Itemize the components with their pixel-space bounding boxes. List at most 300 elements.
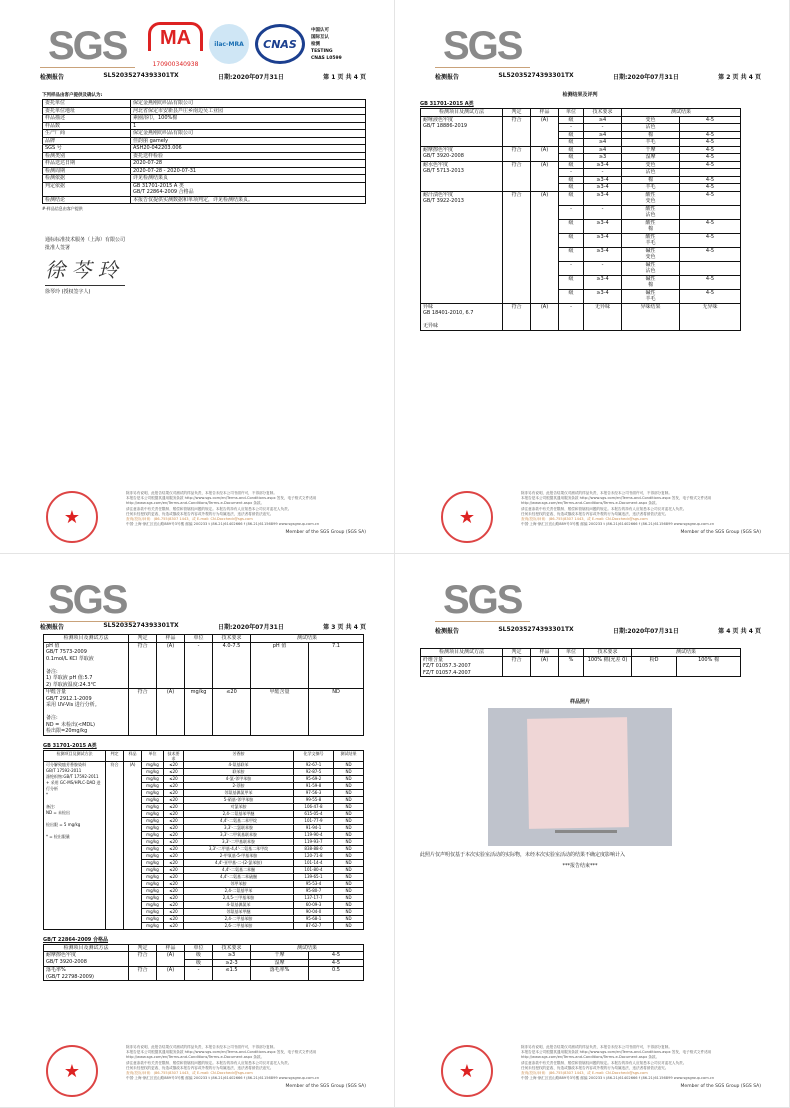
ma-logo bbox=[148, 22, 203, 66]
requirement: ≥3-4 bbox=[584, 191, 622, 205]
table-row bbox=[421, 303, 741, 330]
column-header: 单位 bbox=[185, 635, 213, 643]
table-header-row bbox=[44, 750, 364, 761]
requirement: ≤20 bbox=[164, 810, 184, 817]
cas-number: 90-04-0 bbox=[294, 908, 334, 915]
table-row bbox=[43, 160, 366, 168]
requirement: ≤20 bbox=[164, 768, 184, 775]
footer-address: 中国·上海·徐汇区宜山路889号3号楼 邮编 200233 t (86-21)61402666 f (86-21)61156899 www.sgsgroup.com.cn bbox=[521, 1076, 715, 1081]
column-header: 样品 bbox=[157, 944, 185, 952]
footer-line: 任何未经授权的更改、伪造或篡改本报告内容或外观的行为均属违法，违法者将被依法追究。 bbox=[126, 511, 274, 516]
report-page-2 bbox=[395, 0, 790, 554]
amine-name: 联苯胺 bbox=[184, 768, 294, 775]
sample: (A) bbox=[157, 967, 185, 981]
unit: 级 bbox=[185, 952, 213, 960]
footer-address: 中国·上海·徐汇区宜山路889号3号楼 邮编 200233 t (86-21)61402666 f (86-21)61156899 www.sgsgroup.com.cn bbox=[521, 522, 715, 527]
table-row bbox=[421, 191, 741, 205]
table-header-row bbox=[421, 649, 741, 657]
page4-content bbox=[420, 648, 740, 870]
sgs-logo-text: SGS bbox=[48, 24, 127, 68]
unit: mg/kg bbox=[142, 782, 164, 789]
result-item: 沾色 bbox=[622, 169, 680, 177]
company-name: 通标标准技术服务（上海）有限公司 bbox=[45, 237, 126, 243]
cas-number: 106-47-8 bbox=[294, 803, 334, 810]
field-value: 委托送样检验 bbox=[131, 152, 366, 160]
column-header: 单位 bbox=[559, 649, 584, 657]
result-value: ND bbox=[334, 873, 364, 880]
amine-name: 邻氨基偶氮甲苯 bbox=[184, 789, 294, 796]
sample: (A) bbox=[531, 191, 559, 303]
report-date: 日期:2020年07月31日 bbox=[218, 74, 284, 81]
column-header: 芳香胺 bbox=[184, 750, 294, 761]
unit: mg/kg bbox=[142, 859, 164, 866]
field-value: 佳韵丽 gamely bbox=[131, 137, 366, 145]
requirement: ≥3-4 bbox=[584, 219, 622, 233]
result-value: ND bbox=[334, 782, 364, 789]
requirement: ≥4 bbox=[584, 131, 622, 139]
requirement: ≥3-4 bbox=[584, 247, 622, 261]
result-value: ND bbox=[334, 817, 364, 824]
column-header: 技术要求 bbox=[213, 635, 251, 643]
test-method: 纤维含量 FZ/T 01057.3-2007 FZ/T 01057.4-2007 bbox=[421, 656, 503, 677]
result-value: 4-5 bbox=[680, 233, 741, 247]
unit: mg/kg bbox=[142, 796, 164, 803]
table-row bbox=[43, 107, 366, 115]
footer-line: 查询/投诉/问询：(86-755)8307 1443，或 E-mail: CN.Doccheck@sgs.com bbox=[126, 517, 253, 522]
unit: mg/kg bbox=[142, 768, 164, 775]
unit: mg/kg bbox=[142, 845, 164, 852]
result-value: ND bbox=[334, 789, 364, 796]
sgs-logo-text: SGS bbox=[443, 578, 522, 622]
result-value: ND bbox=[334, 880, 364, 887]
requirement: ≥4 bbox=[584, 139, 622, 147]
cas-number: 95-69-2 bbox=[294, 775, 334, 782]
unit: 级 bbox=[559, 233, 584, 247]
cas-number: 119-90-4 bbox=[294, 831, 334, 838]
requirement: ≤20 bbox=[164, 873, 184, 880]
result-table bbox=[420, 108, 741, 331]
sgs-logo bbox=[40, 576, 135, 622]
amine-name: 4-氯-邻甲苯胺 bbox=[184, 775, 294, 782]
column-header: 判定 bbox=[503, 649, 531, 657]
field-value: 素圈浴巾，100%棉 bbox=[131, 115, 366, 123]
field-value: 2020-07-28 - 2020-07-31 bbox=[131, 167, 366, 175]
footer-terms bbox=[126, 1045, 366, 1081]
unit: 级 bbox=[559, 116, 584, 124]
test-method: 落毛率% (GB/T 22798-2009) bbox=[44, 967, 129, 981]
requirement: ≥3-4 bbox=[584, 184, 622, 192]
amine-name: 4-氨基偶氮苯 bbox=[184, 901, 294, 908]
result-value: 4-5 bbox=[309, 959, 364, 967]
result-value: 4-5 bbox=[680, 154, 741, 162]
result-item: 变色 bbox=[622, 161, 680, 169]
unit: mg/kg bbox=[142, 880, 164, 887]
result-table bbox=[420, 648, 741, 677]
company-seal-icon: ★ bbox=[46, 1045, 98, 1097]
unit: 级 bbox=[185, 959, 213, 967]
result-item: 碱性 棉 bbox=[622, 275, 680, 289]
unit: mg/kg bbox=[142, 824, 164, 831]
table-row bbox=[421, 656, 741, 677]
footer-line: 查询/投诉/问询：(86-755)8307 1443，或 E-mail: CN.Doccheck@sgs.com bbox=[126, 1071, 253, 1076]
cas-number: 99-55-8 bbox=[294, 796, 334, 803]
footer-line: 查询/投诉/问询：(86-755)8307 1443，或 E-mail: CN.Doccheck@sgs.com bbox=[521, 1071, 648, 1076]
field-label: 委托单位 bbox=[43, 100, 131, 108]
unit: - bbox=[185, 967, 213, 981]
column-header: 样品 bbox=[531, 109, 559, 117]
cas-number: 101-80-4 bbox=[294, 866, 334, 873]
cas-number: 91-94-1 bbox=[294, 824, 334, 831]
unit: mg/kg bbox=[142, 761, 164, 768]
amine-name: 2,4-二氨基苯甲醚 bbox=[184, 810, 294, 817]
test-method: 可分解致癌芳香胺染料 GB/T 17592-2011 涤纶织物:GB/T 17592-2011 + 采用 GC-MS/HPLC-DAD 进行分析 * 备注: ND = 未检出 检出限 = 5 mg/kg * = 检出限量 bbox=[44, 761, 106, 929]
report-header bbox=[435, 72, 761, 81]
unit: mg/kg bbox=[142, 873, 164, 880]
amine-name: 4,4'-二氨基二苯硫醚 bbox=[184, 873, 294, 880]
unit: - bbox=[559, 261, 584, 275]
result-item: 异味结果 bbox=[622, 303, 680, 330]
footer-line: 任何未经授权的更改、伪造或篡改本报告内容或外观的行为均属违法，违法者将被依法追究。 bbox=[126, 1065, 274, 1070]
requirement: ≤20 bbox=[164, 796, 184, 803]
report-header bbox=[40, 72, 366, 81]
unit: mg/kg bbox=[142, 789, 164, 796]
footer-address: 中国·上海·徐汇区宜山路889号3号楼 邮编 200233 t (86-21)61402666 f (86-21)61156899 www.sgsgroup.com.cn bbox=[126, 522, 320, 527]
footer-line: 除非另有说明，此报告结果仅对测试的样品负责，本报告未经本公司书面许可，不得部分复制。 bbox=[521, 1045, 672, 1049]
result-value: ND bbox=[334, 852, 364, 859]
verdict: 符合 bbox=[503, 191, 531, 303]
field-value: ASH20-042203.006 bbox=[131, 145, 366, 153]
field-label: 检测依据 bbox=[43, 175, 131, 183]
approver-label: 批准人签署 bbox=[45, 245, 71, 251]
amine-name: 4-氨基联苯 bbox=[184, 761, 294, 768]
table-row bbox=[44, 642, 364, 689]
verdict: 符合 bbox=[106, 761, 124, 929]
requirement: ≥3-4 bbox=[584, 161, 622, 169]
table-row bbox=[43, 122, 366, 130]
cas-number: 95-80-7 bbox=[294, 887, 334, 894]
amine-name: 对氯苯胺 bbox=[184, 803, 294, 810]
cas-number: 91-59-8 bbox=[294, 782, 334, 789]
sample-photo bbox=[488, 708, 672, 846]
unit: 级 bbox=[559, 139, 584, 147]
result-item: 羊毛 bbox=[622, 184, 680, 192]
result-value: ND bbox=[334, 775, 364, 782]
result-value: 4-5 bbox=[309, 952, 364, 960]
field-value: 保定金燕刚纺织品有限公司 bbox=[131, 100, 366, 108]
requirement: ≤1.5 bbox=[213, 967, 251, 981]
requirement: ≤20 bbox=[164, 845, 184, 852]
table-header-row bbox=[44, 944, 364, 952]
requirement: ≤20 bbox=[164, 915, 184, 922]
field-value: 本报告仅提供实测数据和单项判定，详见检测结果页。 bbox=[131, 196, 366, 204]
photo-title: 样品照片 bbox=[569, 699, 590, 705]
report-page-4 bbox=[395, 554, 790, 1108]
field-label: 委托单位地址 bbox=[43, 107, 131, 115]
result-table bbox=[43, 944, 364, 982]
requirement: ≤20 bbox=[164, 761, 184, 768]
sample: (A) bbox=[531, 116, 559, 146]
unit: - bbox=[559, 124, 584, 132]
result-item: 碱性 沾色 bbox=[622, 261, 680, 275]
requirement: 无异味 bbox=[584, 303, 622, 330]
ruler-image bbox=[555, 830, 617, 833]
footer-terms bbox=[126, 491, 366, 527]
footer-line: 除非另有说明，此报告结果仅对测试的样品负责，本报告未经本公司书面许可，不得部分复制。 bbox=[521, 491, 672, 495]
cas-number: 120-71-8 bbox=[294, 852, 334, 859]
result-value: 4-5 bbox=[680, 131, 741, 139]
footer-line: 除非另有说明，此报告结果仅对测试的样品负责，本报告未经本公司书面许可，不得部分复制。 bbox=[126, 1045, 277, 1049]
table-row bbox=[421, 161, 741, 169]
cas-number: 92-67-1 bbox=[294, 761, 334, 768]
requirement: ≤20 bbox=[164, 824, 184, 831]
result-value bbox=[680, 205, 741, 219]
field-value: 保定金燕刚纺织品有限公司 bbox=[131, 130, 366, 138]
result-item: 变色 bbox=[622, 116, 680, 124]
cnas-text bbox=[311, 27, 342, 62]
report-page-3 bbox=[0, 554, 395, 1108]
table-row bbox=[43, 196, 366, 204]
amine-name: 邻氨基苯甲醚 bbox=[184, 908, 294, 915]
amine-name: 3,3'-二甲基联苯胺 bbox=[184, 838, 294, 845]
footer-line: 请注意条款中有关责任限制、赔偿和管辖权问题的规定。本报告的持有人应知悉本公司仅对委托人负责。 bbox=[521, 506, 687, 511]
requirement: ≤20 bbox=[164, 782, 184, 789]
test-method: 耐唾液色牢度 GB/T 18886-2019 bbox=[421, 116, 503, 146]
table-header-row bbox=[421, 109, 741, 117]
requirement: ≥3-4 bbox=[584, 233, 622, 247]
amine-name: 5-硝基-邻甲苯胺 bbox=[184, 796, 294, 803]
sample: (A) bbox=[157, 689, 185, 736]
column-header: 测试结果 bbox=[251, 635, 364, 643]
unit: mg/kg bbox=[142, 915, 164, 922]
result-item: 酸性 变色 bbox=[622, 191, 680, 205]
cas-number: 139-65-1 bbox=[294, 873, 334, 880]
sample: (A) bbox=[531, 161, 559, 191]
sample: (A) bbox=[531, 303, 559, 330]
column-header: 判定 bbox=[129, 635, 157, 643]
field-value: 详见检测结果页 bbox=[131, 175, 366, 183]
result-value: 4-5 bbox=[680, 247, 741, 261]
sgs-logo bbox=[435, 22, 530, 68]
result-item: 碱性 变色 bbox=[622, 247, 680, 261]
unit: 级 bbox=[559, 161, 584, 169]
result-value: ND bbox=[334, 894, 364, 901]
result-value: ND bbox=[334, 810, 364, 817]
result-item: 羊毛 bbox=[622, 139, 680, 147]
result-value: ND bbox=[334, 915, 364, 922]
result-value bbox=[680, 261, 741, 275]
verdict: 符合 bbox=[503, 303, 531, 330]
cas-number: 838-88-0 bbox=[294, 845, 334, 852]
column-header: 判定 bbox=[106, 750, 124, 761]
cas-number: 615-05-4 bbox=[294, 810, 334, 817]
photo-statement: 此照片仅声明仅基于本次实验室活动的实际物，未经本次实验室活动的结果不确定度影响计入 bbox=[420, 852, 626, 858]
amine-name: 3,3'-二氯联苯胺 bbox=[184, 824, 294, 831]
footer-line: 本报告是本公司根据其通用服务条款 http://www.sgs.com/en/Terms-and-Conditions.aspx 签发，电子格式文件适用 http://www.sgs.com/en/Terms-and-Conditions/Terms-e-Document.aspx 条款。 bbox=[126, 1050, 317, 1060]
page2-content bbox=[420, 92, 740, 331]
table-row bbox=[43, 145, 366, 153]
cnas-line: 中国认可 bbox=[311, 27, 329, 33]
result-value: 4-5 bbox=[680, 275, 741, 289]
cas-number: 101-77-9 bbox=[294, 817, 334, 824]
standard2-label: GB/T 22864-2009 合格品 bbox=[43, 936, 109, 943]
result-value: ND bbox=[334, 908, 364, 915]
result-item: 碱性 羊毛 bbox=[622, 289, 680, 303]
column-header: 检测项目及测试方法 bbox=[421, 109, 503, 117]
cas-number: 95-68-1 bbox=[294, 915, 334, 922]
requirement: ≤20 bbox=[164, 852, 184, 859]
requirement: ≤20 bbox=[164, 887, 184, 894]
result-value: ND bbox=[334, 803, 364, 810]
result-item: 湿摩 bbox=[251, 959, 309, 967]
page1-content bbox=[42, 92, 365, 296]
column-header: 判定 bbox=[129, 944, 157, 952]
result-value: ND bbox=[334, 887, 364, 894]
unit: % bbox=[559, 656, 584, 677]
requirement: ≤20 bbox=[164, 803, 184, 810]
unit: 级 bbox=[559, 247, 584, 261]
requirement: ≥3-4 bbox=[584, 275, 622, 289]
unit: 级 bbox=[559, 154, 584, 162]
report-date: 日期:2020年07月31日 bbox=[613, 628, 679, 635]
report-header bbox=[40, 622, 366, 631]
doc-type: 检测报告 bbox=[40, 74, 65, 81]
sample: (A) bbox=[157, 642, 185, 689]
column-header: 测试结果 bbox=[622, 109, 741, 117]
intro-text: 下列样品由客户提供及确认为: bbox=[42, 93, 103, 98]
unit: - bbox=[559, 205, 584, 219]
footer-line: 任何未经授权的更改、伪造或篡改本报告内容或外观的行为均属违法，违法者将被依法追究。 bbox=[521, 1065, 669, 1070]
footer-line: 任何未经授权的更改、伪造或篡改本报告内容或外观的行为均属违法，违法者将被依法追究。 bbox=[521, 511, 669, 516]
result-value: 4-5 bbox=[680, 184, 741, 192]
unit: mg/kg bbox=[142, 908, 164, 915]
requirement: ≤20 bbox=[213, 689, 251, 736]
unit: 级 bbox=[559, 191, 584, 205]
aromatic-amine-table bbox=[43, 750, 364, 930]
requirement: ≤20 bbox=[164, 775, 184, 782]
field-value: GB 31701-2015 A 类 GB/T 22864-2009 合格品 bbox=[131, 182, 366, 196]
column-header: 化学文摘号 bbox=[294, 750, 334, 761]
column-header: 判定 bbox=[503, 109, 531, 117]
requirement: ≤20 bbox=[164, 922, 184, 929]
requirement: ≥4 bbox=[584, 146, 622, 154]
page-number: 第 2 页 共 4 页 bbox=[718, 74, 761, 81]
verdict: 符合 bbox=[129, 689, 157, 736]
requirement: ≤20 bbox=[164, 908, 184, 915]
table-row bbox=[43, 182, 366, 196]
result-value: 4-5 bbox=[680, 176, 741, 184]
test-method: 耐摩擦色牢度 GB/T 3920-2008 bbox=[44, 952, 129, 967]
sample: (A) bbox=[531, 146, 559, 161]
result-value: 0.5 bbox=[309, 967, 364, 981]
unit: 级 bbox=[559, 146, 584, 154]
report-date: 日期:2020年07月31日 bbox=[218, 624, 284, 631]
requirement: ≥3-4 bbox=[584, 289, 622, 303]
requirement: ≤20 bbox=[164, 817, 184, 824]
footer-address: 中国·上海·徐汇区宜山路889号3号楼 邮编 200233 t (86-21)61402666 f (86-21)61156899 www.sgsgroup.com.cn bbox=[126, 1076, 320, 1081]
report-page-1 bbox=[0, 0, 395, 554]
page-footer bbox=[435, 1045, 761, 1101]
member-of-sgs: Member of the SGS Group (SGS SA) bbox=[680, 530, 761, 536]
result-value bbox=[680, 169, 741, 177]
page-number: 第 4 页 共 4 页 bbox=[718, 628, 761, 635]
unit: mg/kg bbox=[142, 901, 164, 908]
amine-name: 4,4'-二氨基二苯甲烷 bbox=[184, 817, 294, 824]
cas-number: 87-62-7 bbox=[294, 922, 334, 929]
signer-name: 徐琴玲 (授权签字人) bbox=[45, 289, 91, 295]
unit: - bbox=[559, 303, 584, 330]
unit: mg/kg bbox=[142, 922, 164, 929]
member-of-sgs: Member of the SGS Group (SGS SA) bbox=[680, 1084, 761, 1090]
page-footer bbox=[435, 491, 761, 547]
column-header: 样品 bbox=[157, 635, 185, 643]
verdict: 符合 bbox=[129, 952, 157, 967]
page-number: 第 3 页 共 4 页 bbox=[323, 624, 366, 631]
cnas-line: 检测 bbox=[311, 41, 320, 47]
unit: 级 bbox=[559, 289, 584, 303]
result-value: 无异味 bbox=[680, 303, 741, 330]
result-value bbox=[680, 124, 741, 132]
requirement: ≤20 bbox=[164, 859, 184, 866]
requirement: 4.0-7.5 bbox=[213, 642, 251, 689]
amine-name: 4,4'-亚甲基-二-(2-氯苯胺) bbox=[184, 859, 294, 866]
result-value: ND bbox=[334, 859, 364, 866]
result-item: 干摩 bbox=[251, 952, 309, 960]
footer-line: 本报告是本公司根据其通用服务条款 http://www.sgs.com/en/Terms-and-Conditions.aspx 签发，电子格式文件适用 http://www.sgs.com/en/Terms-and-Conditions/Terms-e-Document.aspx 条款。 bbox=[126, 496, 317, 506]
field-label: 检测周期 bbox=[43, 167, 131, 175]
field-value: 2020-07-28 bbox=[131, 160, 366, 168]
sgs-logo bbox=[40, 22, 135, 68]
table-row bbox=[44, 689, 364, 736]
footer-line: 除非另有说明，此报告结果仅对测试的样品负责，本报告未经本公司书面许可，不得部分复制。 bbox=[126, 491, 277, 495]
amine-name: 3,3'-二甲氧基联苯胺 bbox=[184, 831, 294, 838]
requirement: ≥2-3 bbox=[213, 959, 251, 967]
verdict: 符合 bbox=[503, 161, 531, 191]
requirement: ≤20 bbox=[164, 789, 184, 796]
result-value: ND bbox=[334, 761, 364, 768]
member-of-sgs: Member of the SGS Group (SGS SA) bbox=[285, 530, 366, 536]
results-title: 检测结果及评判 bbox=[562, 92, 598, 98]
column-header: 检测项目及测试方法 bbox=[44, 750, 106, 761]
page-footer bbox=[40, 491, 366, 547]
unit: mg/kg bbox=[142, 803, 164, 810]
unit: mg/kg bbox=[142, 894, 164, 901]
sgs-logo bbox=[435, 576, 530, 622]
table-row bbox=[421, 116, 741, 124]
field-label: 检测类别 bbox=[43, 152, 131, 160]
cnas-logo: CNAS bbox=[255, 24, 305, 64]
unit: 级 bbox=[559, 219, 584, 233]
footer-line: 查询/投诉/问询：(86-755)8307 1443，或 E-mail: CN.Doccheck@sgs.com bbox=[521, 517, 648, 522]
result-value: 100% 棉 bbox=[677, 656, 741, 677]
unit: mg/kg bbox=[185, 689, 213, 736]
result-value: ND bbox=[334, 845, 364, 852]
cas-number: 119-93-7 bbox=[294, 838, 334, 845]
report-number: SL52035274393301TX bbox=[103, 622, 179, 629]
field-label: 品牌 bbox=[43, 137, 131, 145]
result-value: 4-5 bbox=[680, 161, 741, 169]
field-label: 样品送达日期 bbox=[43, 160, 131, 168]
result-table bbox=[43, 634, 364, 736]
requirement: ≥3 bbox=[584, 154, 622, 162]
sample: (A) bbox=[157, 952, 185, 967]
footer-terms bbox=[521, 491, 761, 527]
table-row bbox=[43, 115, 366, 123]
column-header: 检测项目及测试方法 bbox=[44, 944, 129, 952]
test-method: 耐汗渍色牢度 GB/T 3922-2013 bbox=[421, 191, 503, 303]
verdict: 符合 bbox=[129, 642, 157, 689]
column-header: 测试结果 bbox=[334, 750, 364, 761]
report-date: 日期:2020年07月31日 bbox=[613, 74, 679, 81]
